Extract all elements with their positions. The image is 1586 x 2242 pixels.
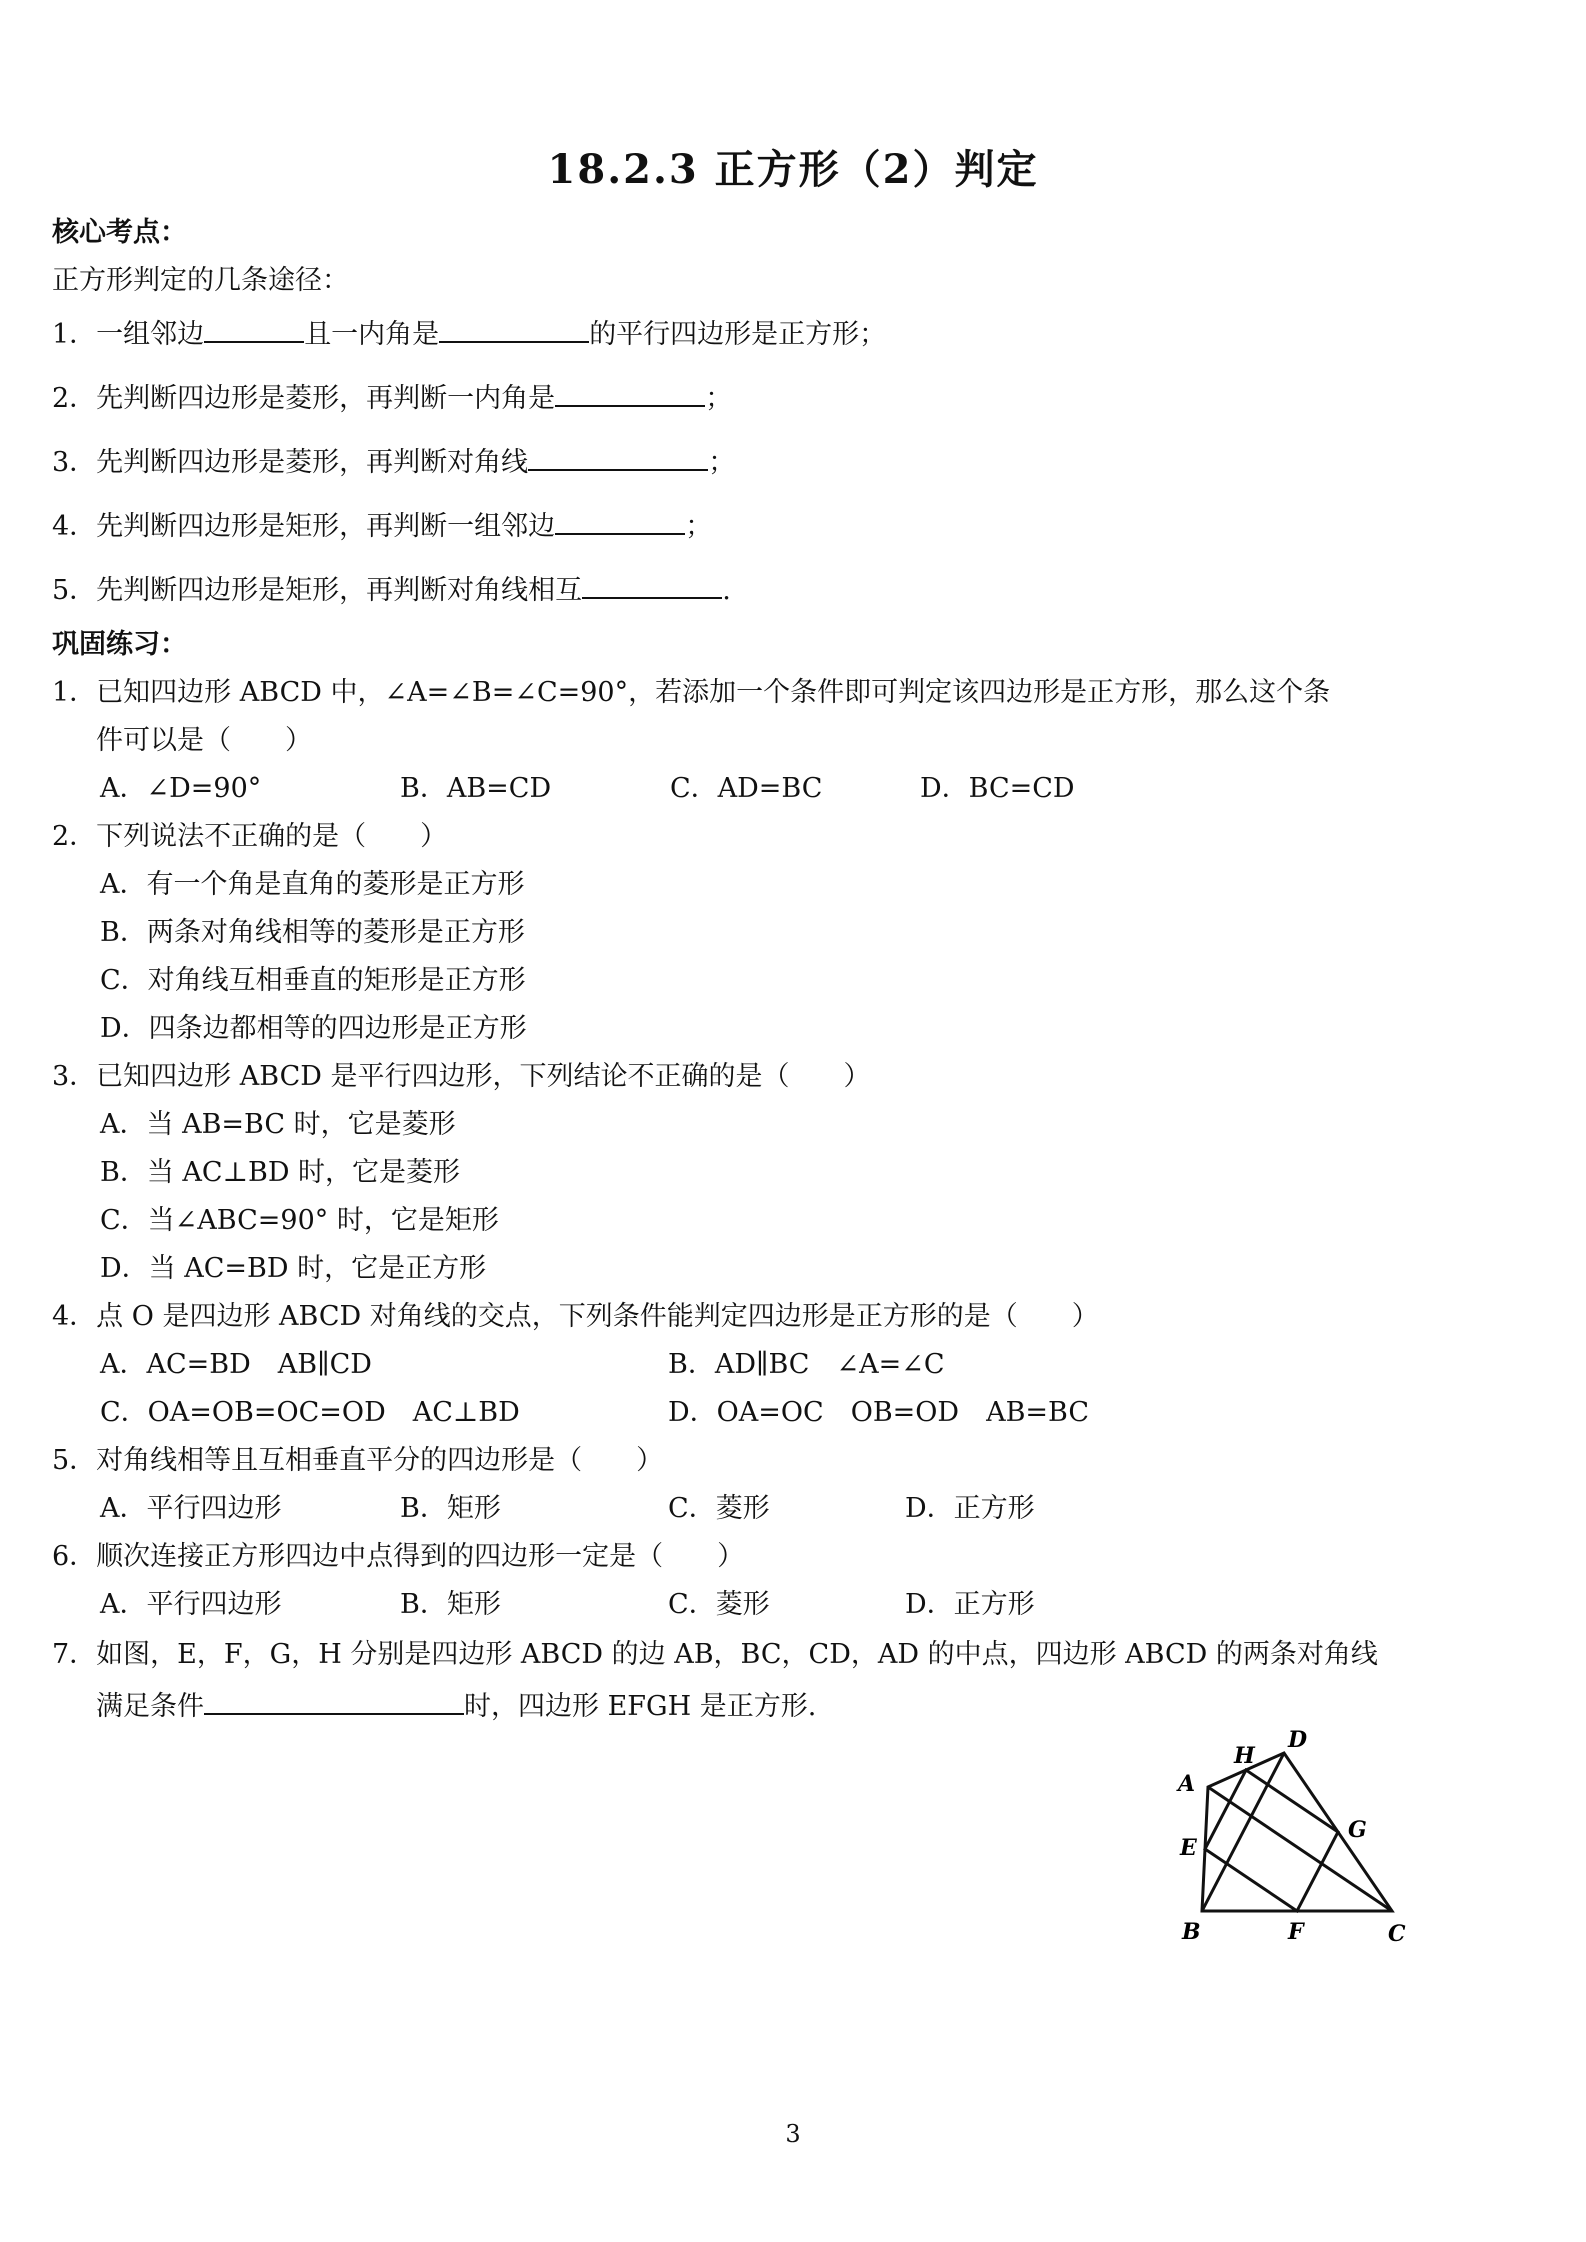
q3-option-d[interactable]: D．当 AC=BD 时，它是正方形 [100,1253,487,1284]
figure-label-a: A [1178,1771,1196,1797]
core-item-1-mid: 且一内角是 [304,319,440,350]
q2-stem: 2．下列说法不正确的是（ ） [52,821,448,852]
q1-stem-line2: 件可以是（ ） [96,725,312,756]
figure-label-g: G [1348,1817,1367,1843]
q6-option-b[interactable]: B．矩形 [400,1589,501,1620]
core-intro: 正方形判定的几条途径： [52,265,349,296]
q1-option-d[interactable]: D．BC=CD [920,773,1075,804]
q5-option-a[interactable]: A．平行四边形 [100,1493,282,1524]
q6-stem: 6．顺次连接正方形四边中点得到的四边形一定是（ ） [52,1541,745,1572]
q4-stem: 4．点 O 是四边形 ABCD 对角线的交点，下列条件能判定四边形是正方形的是（ ） [52,1301,1099,1332]
q3-option-b[interactable]: B．当 AC⊥BD 时，它是菱形 [100,1157,461,1188]
q5-option-c[interactable]: C．菱形 [668,1493,770,1524]
q2-option-d[interactable]: D．四条边都相等的四边形是正方形 [100,1013,527,1044]
figure-label-b: B [1182,1919,1201,1945]
figure-label-e: E [1180,1835,1197,1861]
core-item-3 [52,440,735,479]
q5-option-d[interactable]: D．正方形 [905,1493,1035,1524]
practice-heading: 巩固练习： [52,629,187,660]
answer-blank[interactable] [204,1691,464,1715]
q3-option-a[interactable]: A．当 AB=BC 时，它是菱形 [100,1109,456,1140]
q5-option-b[interactable]: B．矩形 [400,1493,501,1524]
q4-option-c[interactable]: C．OA=OB=OC=OD AC⊥BD [100,1397,520,1428]
quad-efgh [1205,1770,1338,1911]
q2-option-b[interactable]: B．两条对角线相等的菱形是正方形 [100,917,525,948]
q1-option-b[interactable]: B．AB=CD [400,773,552,804]
q2-option-c[interactable]: C．对角线互相垂直的矩形是正方形 [100,965,526,996]
core-item-4-pre: 4．先判断四边形是矩形，再判断一组邻边 [52,511,556,542]
core-item-5-post: . [722,575,731,606]
q2-option-a[interactable]: A．有一个角是直角的菱形是正方形 [100,869,525,900]
quadrilateral-figure [1160,1725,1420,1950]
answer-blank[interactable] [439,319,589,343]
answer-blank[interactable] [204,319,304,343]
answer-blank[interactable] [555,383,705,407]
answer-blank[interactable] [555,511,685,535]
q4-option-d[interactable]: D．OA=OC OB=OD AB=BC [668,1397,1090,1428]
q1-stem-line1: 1．已知四边形 ABCD 中，∠A=∠B=∠C=90°，若添加一个条件即可判定该四边形是正方形，那么这个条 [52,677,1331,708]
q6-option-a[interactable]: A．平行四边形 [100,1589,282,1620]
q3-stem: 3．已知四边形 ABCD 是平行四边形，下列结论不正确的是（ ） [52,1061,871,1092]
figure-label-c: C [1388,1921,1406,1947]
core-item-4-post: ； [685,511,713,542]
answer-blank[interactable] [582,575,722,599]
q7-line2-post: 时，四边形 EFGH 是正方形. [464,1691,817,1722]
answer-blank[interactable] [528,447,708,471]
core-item-1-post: 的平行四边形是正方形； [589,319,887,350]
page-number: 3 [785,2120,801,2148]
core-item-2-pre: 2．先判断四边形是菱形，再判断一内角是 [52,383,556,414]
core-item-4 [52,504,712,543]
page-title: 18.2.3 正方形（2）判定 [547,146,1039,193]
q3-option-c[interactable]: C．当∠ABC=90° 时，它是矩形 [100,1205,499,1236]
core-item-1-pre: 1．一组邻边 [52,319,205,350]
core-item-5-pre: 5．先判断四边形是矩形，再判断对角线相互 [52,575,583,606]
q6-option-d[interactable]: D．正方形 [905,1589,1035,1620]
core-item-3-post: ； [708,447,736,478]
q1-option-a[interactable]: A．∠D=90° [100,773,262,804]
core-item-2 [52,376,732,415]
q7-stem-line1: 7．如图，E，F，G，H 分别是四边形 ABCD 的边 AB，BC，CD，AD 的中点，四边形 ABCD 的两条对角线 [52,1639,1378,1670]
figure-label-d: D [1288,1727,1308,1753]
core-item-3-pre: 3．先判断四边形是菱形，再判断对角线 [52,447,529,478]
core-heading: 核心考点： [52,217,187,248]
q4-option-b[interactable]: B．AD∥BC ∠A=∠C [668,1349,945,1380]
q1-option-c[interactable]: C．AD=BC [670,773,823,804]
q6-option-c[interactable]: C．菱形 [668,1589,770,1620]
q4-option-a[interactable]: A．AC=BD AB∥CD [100,1349,372,1380]
core-item-2-post: ； [705,383,733,414]
q7-line2-pre: 满足条件 [96,1691,204,1722]
figure-label-f: F [1288,1919,1304,1945]
q5-stem: 5．对角线相等且互相垂直平分的四边形是（ ） [52,1445,664,1476]
q7-stem-line2 [96,1684,816,1723]
core-item-1 [52,312,886,351]
figure-label-h: H [1234,1743,1255,1769]
core-item-5 [52,568,731,607]
